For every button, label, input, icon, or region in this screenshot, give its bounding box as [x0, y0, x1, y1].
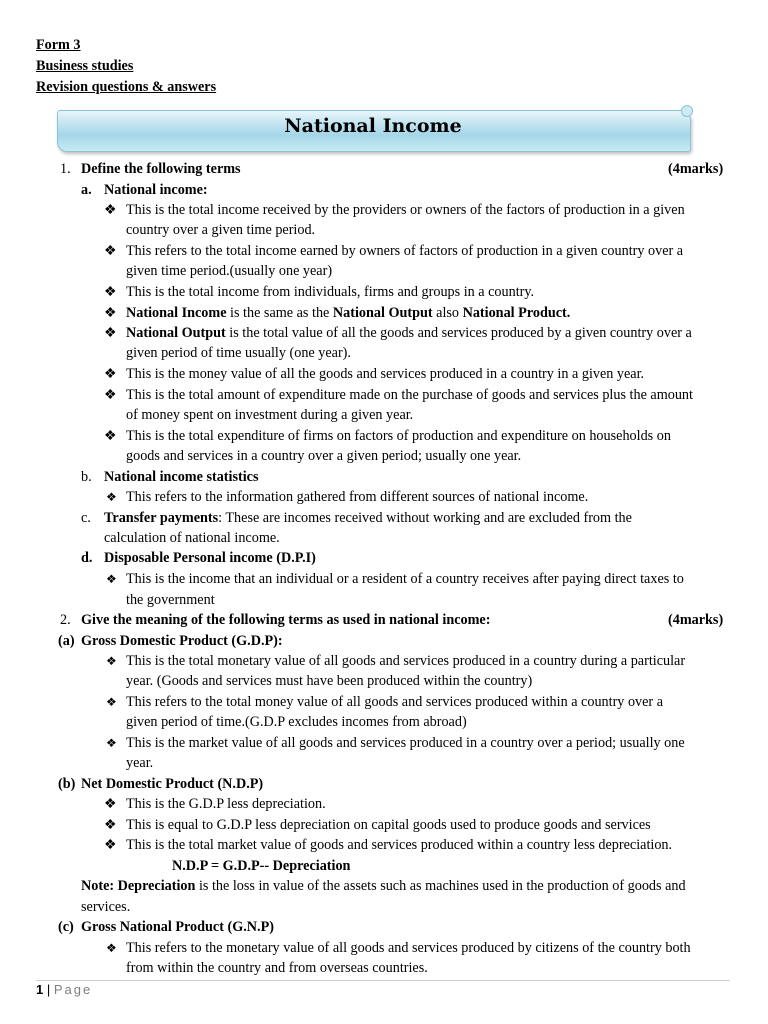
q2-marks: (4marks) [668, 612, 724, 628]
q1a-label: a. [81, 182, 92, 198]
list-item: This is the income that an individual or a resident of a country receives after paying direct taxes to [126, 571, 684, 587]
document-heading: Revision questions & answers [36, 79, 217, 95]
bullet-icon: ❖ [104, 366, 117, 382]
bullet-hollow-icon: ❖ [106, 695, 117, 709]
page-label: Page [53, 982, 93, 997]
q1d-label: d. [81, 550, 93, 566]
q2c-title: Gross National Product (G.N.P) [81, 919, 274, 935]
q1b-label: b. [81, 469, 92, 485]
bullet-icon: ❖ [104, 837, 117, 853]
list-item-cont: given time period.(usually one year) [126, 263, 333, 279]
list-item: This is the total market value of goods and services produced within a country less depreciation. [126, 837, 673, 853]
list-item-cont: country over a given time period. [126, 222, 316, 238]
list-item: This refers to the total income earned by owners of factors of production in a given country over a [126, 243, 684, 259]
list-item: This is the total amount of expenditure made on the purchase of goods and services plus the amount [126, 387, 693, 403]
bullet-icon: ❖ [104, 325, 117, 341]
list-item: This is the total expenditure of firms on factors of production and expenditure on households on [126, 428, 671, 444]
q2-number: 2. [60, 612, 71, 628]
list-item: This is the total monetary value of all goods and services produced in a country during a particular [126, 653, 686, 669]
q1-number: 1. [60, 161, 71, 177]
list-item: National Income is the same as the National Output also National Product. [126, 305, 571, 321]
subject-heading: Business studies [36, 58, 134, 74]
list-item-cont: year. (Goods and services must have been produced within the country) [126, 673, 533, 689]
bullet-icon: ❖ [104, 387, 117, 403]
q1d-title: Disposable Personal income (D.P.I) [104, 550, 316, 566]
q2b-label: (b) [58, 776, 76, 792]
q2a-title: Gross Domestic Product (G.D.P): [81, 633, 283, 649]
q1c-text-cont: calculation of national income. [104, 530, 280, 546]
list-item-cont: given period of time usually (one year). [126, 345, 351, 361]
q2c-label: (c) [58, 919, 74, 935]
list-item-cont: given period of time.(G.D.P excludes incomes from abroad) [126, 714, 467, 730]
form-heading: Form 3 [36, 37, 81, 53]
q2-text: Give the meaning of the following terms as used in national income: [81, 612, 491, 628]
list-item: This refers to the information gathered from different sources of national income. [126, 489, 589, 505]
footer-rule [36, 980, 730, 981]
note: Note: Depreciation is the loss in value of the assets such as machines used in the production of goods and [81, 878, 686, 894]
list-item: This is the total income received by the providers or owners of the factors of production in a given [126, 202, 685, 218]
list-item: This is equal to G.D.P less depreciation on capital goods used to produce goods and services [126, 817, 651, 833]
q1a-title: National income: [104, 182, 208, 198]
bullet-icon: ❖ [104, 428, 117, 444]
bullet-icon: ❖ [104, 305, 117, 321]
list-item: This is the G.D.P less depreciation. [126, 796, 326, 812]
bullet-icon: ❖ [104, 284, 117, 300]
bullet-hollow-icon: ❖ [106, 736, 117, 750]
bullet-hollow-icon: ❖ [106, 654, 117, 668]
list-item: This is the market value of all goods and services produced in a country over a period; usually one [126, 735, 685, 751]
page-footer [36, 982, 92, 997]
formula: N.D.P = G.D.P-- Depreciation [172, 858, 351, 874]
q1-text: Define the following terms [81, 161, 241, 177]
q1c-label: c. [81, 510, 91, 526]
bullet-hollow-icon: ❖ [106, 572, 117, 586]
list-item: National Output is the total value of all the goods and services produced by a given country over a [126, 325, 692, 341]
list-item-cont: goods and services in a country over a given period; usually one year. [126, 448, 522, 464]
list-item-cont: of money spent on investment during a given year. [126, 407, 414, 423]
page-number: 1 [36, 982, 44, 997]
note-cont: services. [81, 899, 131, 915]
bullet-hollow-icon: ❖ [106, 941, 117, 955]
bullet-icon: ❖ [104, 796, 117, 812]
bullet-icon: ❖ [104, 202, 117, 218]
bullet-icon: ❖ [104, 817, 117, 833]
q2b-title: Net Domestic Product (N.D.P) [81, 776, 264, 792]
list-item: This refers to the total money value of all goods and services produced within a country over a [126, 694, 663, 710]
list-item-cont: from within the country and from overseas countries. [126, 960, 428, 976]
list-item: This is the total income from individuals, firms and groups in a country. [126, 284, 535, 300]
q1c-text: Transfer payments: These are incomes received without working and are excluded from the [104, 510, 632, 526]
q2a-label: (a) [58, 633, 75, 649]
list-item: This is the money value of all the goods and services produced in a country in a given year. [126, 366, 645, 382]
q1-marks: (4marks) [668, 161, 724, 177]
list-item-cont: year. [126, 755, 154, 771]
title-banner [57, 108, 693, 154]
bullet-hollow-icon: ❖ [106, 490, 117, 504]
list-item-cont: the government [126, 592, 215, 608]
q1b-title: National income statistics [104, 469, 259, 485]
bullet-icon: ❖ [104, 243, 117, 259]
page-title: National Income [284, 115, 462, 137]
list-item: This refers to the monetary value of all goods and services produced by citizens of the country both [126, 940, 691, 956]
footer-separator: | [46, 982, 51, 997]
